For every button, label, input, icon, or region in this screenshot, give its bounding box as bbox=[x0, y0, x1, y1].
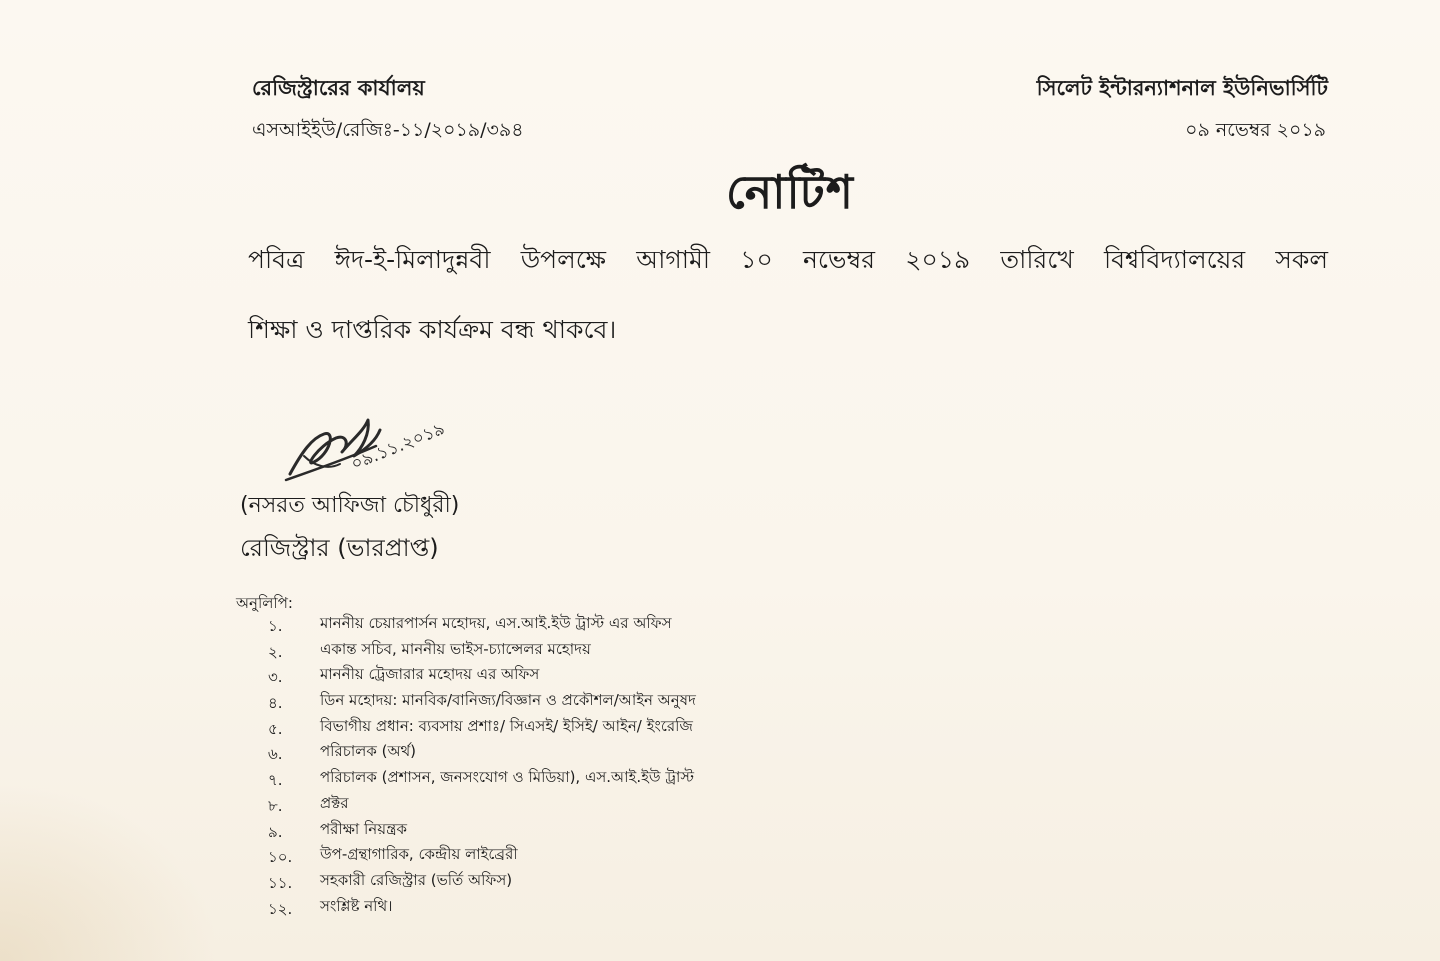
copy-list-label: অনুলিপি: bbox=[236, 594, 293, 612]
notice-heading: নোটিশ bbox=[726, 165, 854, 219]
copy-item-number: ৭. bbox=[268, 771, 283, 790]
copy-item-number: ১১. bbox=[268, 873, 293, 892]
copy-item-text: ডিন মহোদয়: মানবিক/বানিজ্য/বিজ্ঞান ও প্রকৌশল/আইন অনুষদ bbox=[320, 691, 696, 710]
notice-date: ০৯ নভেম্বর ২০১৯ bbox=[1185, 119, 1326, 141]
copy-item-text: বিভাগীয় প্রধান: ব্যবসায় প্রশাঃ/ সিএসই/ ইসিই/ আইন/ ইংরেজি bbox=[320, 716, 693, 735]
copy-item-text: প্রক্টর bbox=[320, 793, 349, 812]
copy-item-number: ৪. bbox=[268, 694, 283, 713]
copy-item-text: পরিচালক (প্রশাসন, জনসংযোগ ও মিডিয়া), এস.আই.ইউ ট্রাস্ট bbox=[320, 768, 694, 787]
copy-item-text: সহকারী রেজিস্ট্রার (ভর্তি অফিস) bbox=[320, 870, 513, 889]
copy-item-text: পরিচালক (অর্থ) bbox=[320, 742, 417, 761]
copy-item-number: ৯. bbox=[268, 822, 283, 841]
copy-item-text: মাননীয় চেয়ারপার্সন মহোদয়, এস.আই.ইউ ট্রাস্ট এর অফিস bbox=[320, 614, 672, 632]
paper-stain bbox=[0, 781, 220, 961]
copy-item-number: ১. bbox=[268, 617, 283, 635]
copy-item-number: ২. bbox=[268, 642, 283, 661]
notice-body-line-2: শিক্ষা ও দাপ্তরিক কার্যক্রম বন্ধ থাকবে। bbox=[248, 315, 617, 344]
copy-item-number: ৮. bbox=[268, 796, 283, 815]
copy-item-text: একান্ত সচিব, মাননীয় ভাইস-চ্যান্সেলর মহোদয় bbox=[320, 639, 591, 658]
copy-item-number: ৬. bbox=[268, 745, 283, 764]
reference-number: এসআইইউ/রেজিঃ-১১/২০১৯/৩৯৪ bbox=[252, 119, 524, 141]
copy-item-number: ৩. bbox=[268, 668, 283, 687]
signer-designation: রেজিস্ট্রার (ভারপ্রাপ্ত) bbox=[240, 534, 439, 562]
handwritten-signature bbox=[284, 408, 474, 492]
office-title: রেজিস্ট্রারের কার্যালয় bbox=[252, 76, 425, 100]
copy-item-number: ৫. bbox=[268, 719, 283, 738]
copy-item-text: সংশ্লিষ্ট নথি। bbox=[320, 896, 393, 915]
copy-item-number: ১০. bbox=[268, 848, 293, 867]
signature-date: ০৯.১১.২০১৯ bbox=[348, 418, 448, 475]
signer-name: (নসরত আফিজা চৌধুরী) bbox=[240, 493, 460, 518]
university-name: সিলেট ইন্টারন্যাশনাল ইউনিভার্সিটি bbox=[1036, 76, 1328, 100]
copy-item-number: ১২. bbox=[268, 899, 293, 918]
notice-body-line-1: পবিত্র ঈদ-ই-মিলাদুন্নবী উপলক্ষে আগামী ১০ নভেম্বর ২০১৯ তারিখে বিশ্ববিদ্যালয়ের সকল bbox=[248, 245, 1328, 274]
copy-item-text: পরীক্ষা নিয়ন্ত্রক bbox=[320, 819, 407, 838]
copy-item-text: মাননীয় ট্রেজারার মহোদয় এর অফিস bbox=[320, 665, 540, 684]
copy-item-text: উপ-গ্রন্থাগারিক, কেন্দ্রীয় লাইব্রেরী bbox=[320, 845, 518, 864]
